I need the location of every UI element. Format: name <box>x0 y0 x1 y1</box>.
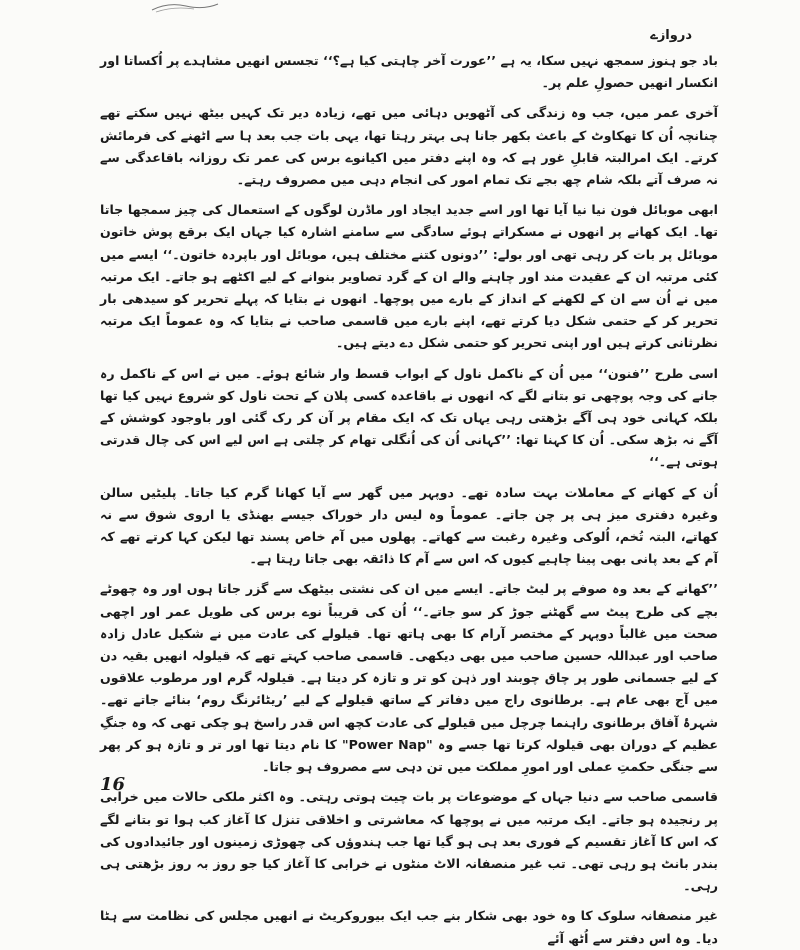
paragraph: ’’کھانے کے بعد وہ صوفے پر لیٹ جاتے۔ ایسے میں ان کی نشتی بیٹھک سے گزر جاتا ہوں اور وہ چھوٹے بچے کی طرح پیٹ سے گھٹنے جوڑ کر سو جاتے۔‘‘ اُن کی قریباً نوے برس کی طویل عمر اور اچھی صحت میں غالباً دوپہر کے مختصر آرام کا بھی ہاتھ تھا۔ قیلولے کی عادت میں نے شکیل عادل زادہ صاحب اور عبداللہ حسین صاحب میں بھی دیکھی۔ قاسمی صاحب کہتے تھے کہ قیلولہ انھیں بقیہ دن کے لیے جسمانی طور پر چاق چوبند اور ذہن کو تر و تازہ کر دیتا ہے۔ قیلولہ گرم اور مرطوب علاقوں میں آج بھی عام ہے۔ برطانوی راج میں دفاتر کے ساتھ قیلولے کے لیے ’ریٹائرنگ روم‘ بنائے جاتے تھے۔ شہرۂ آفاق برطانوی راہنما چرچل میں قیلولے کی عادت کچھ اس قدر راسخ ہو چکی تھی کہ وہ جنگِ عظیم کے دوران بھی قیلولہ کرتا تھا جسے وہ "Power Nap" کا نام دیتا تھا اور تر و تازہ ہو کر پھر سے جنگی حکمتِ عملی اور امورِ مملکت میں تن دہی سے مصروف ہو جاتا۔ <box>100 581 718 775</box>
paragraph: قاسمی صاحب سے دنیا جہاں کے موضوعات پر بات چیت ہوتی رہتی۔ وہ اکثر ملکی حالات میں خرابی پر رنجیدہ ہو جاتے۔ ایک مرتبہ میں نے پوچھا کہ معاشرتی و اخلاقی تنزل کا آغاز کب ہوا تو بتانے لگے کہ اس کا آغاز تقسیم کے فوری بعد ہی ہو گیا تھا جب ہندوؤں کی چھوڑی زمینوں اور جائیدادوں کی بندر بانٹ ہو رہی تھی۔ تب غیر منصفانہ الاٹ منٹوں نے خرابی کا آغاز کیا جو روز بہ روز بڑھتی ہی رہی۔ <box>100 789 718 894</box>
paragraph: باد جو ہنوز سمجھ نہیں سکا، یہ ہے ’’عورت آخر چاہتی کیا ہے؟‘‘ تجسس انھیں مشاہدے پر اُکساتا اور انکسار انھیں حصولِ علم پر۔ <box>100 53 718 91</box>
running-header-title: دروازے <box>650 28 692 43</box>
paragraph: غیر منصفانہ سلوک کا وہ خود بھی شکار بنے جب ایک بیوروکریٹ نے انھیں مجلس کی نظامت سے ہٹا دیا۔ وہ اس دفتر سے اُٹھ آئے <box>100 908 718 946</box>
paragraph: ابھی موبائل فون نیا نیا آیا تھا اور اسے جدید ایجاد اور ماڈرن لوگوں کے استعمال کی چیز سمجھا جاتا تھا۔ ایک کھانے پر انھوں نے مسکراتے ہوئے سادگی سے سامنے اشارہ کیا جہاں ایک برقع پوش خاتون موبائل پر بات کر رہی تھی اور بولے: ’’دونوں کتنے مختلف ہیں، موبائل اور باپردہ خاتون۔‘‘ ایسے میں کئی مرتبہ ان کے عقیدت مند اور چاہنے والے ان کے گرد تصاویر بنوانے کے لیے اکٹھے ہو جاتے۔ ایک مرتبہ میں نے اُن سے ان کے لکھنے کے انداز کے بارے میں پوچھا۔ انھوں نے بتایا کہ پہلے تحریر کو سیدھی بار تحریر کر کے حتمی شکل دیا کرتے تھے، اپنے بارے میں قاسمی صاحب نے بتایا کہ وہ عموماً ایک مرتبہ نظرثانی کرتے ہیں اور اپنی تحریر کو حتمی شکل دے دیتے ہیں۔ <box>100 202 718 351</box>
paragraph: آخری عمر میں، جب وہ زندگی کی آٹھویں دہائی میں تھے، زیادہ دیر تک کہیں بیٹھ نہیں سکتے تھے چنانچہ اُن کا تھکاوٹ کے باعث بکھر جانا ہی بہتر رہتا تھا، یہی بات جب بعد ہا سے اٹھنے کی فرمائش کرتے۔ ایک امرالبتہ قابلِ غور ہے کہ وہ اپنے دفتر میں اکیانوے برس کی عمر تک روزانہ باقاعدگی سے نہ صرف آتے بلکہ شام چھ بجے تک تمام امور کی انجام دہی میں مصروف رہتے۔ <box>100 105 718 188</box>
page-number: 16 <box>100 774 126 795</box>
paragraph: اُن کے کھانے کے معاملات بہت سادہ تھے۔ دوپہر میں گھر سے آیا کھانا گرم کیا جاتا۔ پلیٹیں سالن وغیرہ دفتری میز ہی پر چن جاتے۔ عموماً وہ لیس دار خوراک جیسے بھنڈی یا اروی شوق سے نہ کھاتے، البتہ تُخم، اُلوکی وغیرہ رغبت سے کھاتے۔ پھلوں میں آم خاص پسند تھا لیکن کہا کرتے تھے کہ آم کے بعد پانی بھی پینا چاہیے کیوں کہ اس سے آم کا ذائقہ بھی جاتا رہتا ہے۔ <box>100 484 718 567</box>
paragraph: اسی طرح ’’فنون‘‘ میں اُن کے ناکمل ناول کے ابواب قسط وار شائع ہوئے۔ میں نے اس کے ناکمل رہ جانے کی وجہ پوچھی تو بتانے لگے کہ انھوں نے باقاعدہ کسی پلان کے تحت ناول کو شروع نہیں کیا تھا بلکہ کہانی خود ہی آگے بڑھتی رہی یہاں تک کہ ایک مقام پر آن کر رک گئی اور باوجود کوشش کے آگے نہ بڑھ سکی۔ اُن کا کہنا تھا: ’’کہانی اُن کی اُنگلی تھام کر چلتی ہے اس لیے اس کی چال قدرتی ہوتی ہے۔‘‘ <box>100 365 718 470</box>
scan-artifact-icon <box>150 0 220 14</box>
